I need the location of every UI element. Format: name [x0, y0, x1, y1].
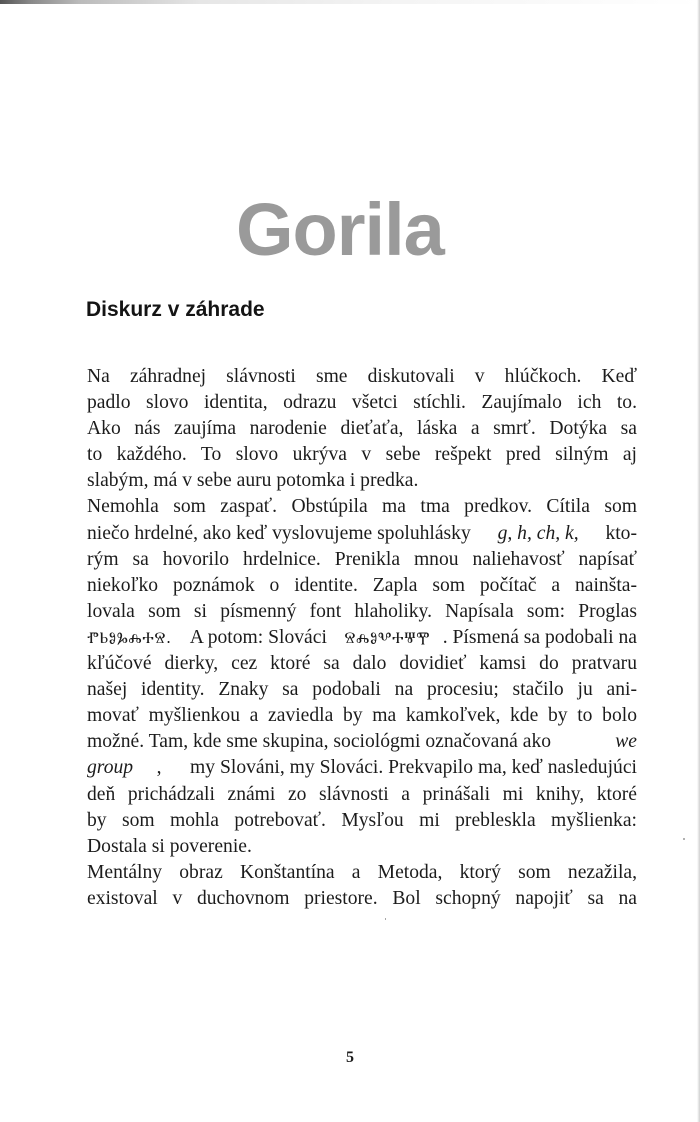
- text-segment: niečo hrdelné, ako keď vyslovujeme spoluhlásky: [87, 522, 476, 544]
- scan-edge-top: [0, 0, 700, 4]
- text-line: slabým, má v sebe auru potomka i predka.: [87, 470, 419, 492]
- text-segment: ,: [156, 757, 167, 779]
- italic-consonants: g, h, ch, k,: [497, 522, 584, 544]
- text-segment: . Písmená sa podobali na: [442, 626, 637, 648]
- text-line: Ako nás zaujíma narodenie dieťaťa, láska a smrť. Dotýka sa: [87, 418, 637, 440]
- text-line: movať myšlienkou a zaviedla by ma kamkoľvek, kde by to bolo: [87, 705, 637, 727]
- glagolitic-proglas: ⰒⰓⰑⰃⰎⰀⰔ.: [87, 627, 178, 647]
- text-line-consonants: [87, 521, 637, 547]
- text-line: Na záhradnej slávnosti sme diskutovali v hlúčkoch. Keď: [87, 366, 637, 387]
- text-line: padlo slovo identita, odrazu všetci stíchli. Zaujímalo ich to.: [87, 392, 637, 414]
- text-line-group: [87, 755, 637, 781]
- italic-we: we: [615, 731, 637, 753]
- text-line: existoval v duchovnom priestore. Bol schopný napojiť sa na: [87, 887, 637, 909]
- watermark: Gorila: [236, 188, 444, 271]
- body-text: [87, 364, 637, 912]
- text-line: Mentálny obraz Konštantína a Metoda, ktorý som nezažila,: [87, 861, 637, 883]
- text-line: deň prichádzali známi zo slávnosti a prinášali mi knihy, ktoré: [87, 783, 637, 805]
- page-number: 5: [346, 1049, 354, 1066]
- text-line: Nemohla som zaspať. Obstúpila ma tma predkov. Cítila som: [87, 496, 637, 518]
- text-segment: možné. Tam, kde sme skupina, sociológmi označovaná ako: [87, 731, 556, 753]
- scan-speck: [385, 918, 386, 920]
- text-line: niekoľko poznámok o identite. Zapla som počítač a nainšta-: [87, 574, 637, 596]
- chapter-heading: Diskurz v záhrade: [86, 298, 265, 321]
- text-line-glagolitic: [87, 625, 637, 651]
- text-line: to každého. To slovo ukrýva v sebe rešpekt pred silným aj: [87, 444, 637, 466]
- text-segment: my Slováni, my Slováci. Prekvapilo ma, keď nasledujúci: [190, 757, 637, 779]
- text-line: kľúčové dierky, cez ktoré sa dalo dovidieť kamsi do pratvaru: [87, 653, 637, 675]
- text-line: lovala som si písmenný font hlaholiky. Napísala som: Proglas: [87, 600, 637, 622]
- scan-speck: [683, 838, 685, 840]
- text-line: Dostala si poverenie.: [87, 835, 252, 857]
- text-segment: A potom: Slováci: [189, 626, 332, 648]
- glagolitic-slovaci: ⰔⰎⰑⰂⰀⰛⰉ: [344, 627, 431, 647]
- text-line: rým sa hovorilo hrdelnice. Prenikla mnou naliehavosť napísať: [87, 548, 637, 570]
- text-line-we: [87, 729, 637, 755]
- text-segment: kto-: [605, 522, 637, 544]
- text-line: našej identity. Znaky sa podobali na procesiu; stačilo ju ani-: [87, 679, 637, 701]
- text-line: by som mohla potrebovať. Mysľou mi prebleskla myšlienka:: [87, 809, 637, 831]
- italic-group: group: [87, 757, 134, 779]
